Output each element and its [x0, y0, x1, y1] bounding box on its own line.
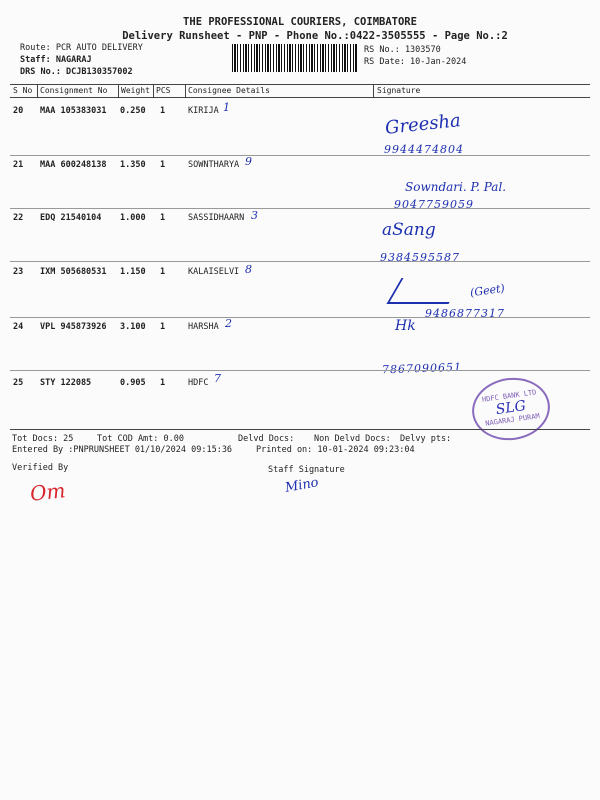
- row-signature: Greesha: [384, 110, 462, 139]
- row-pcs: 1: [160, 378, 166, 388]
- row-phone: 9047759059: [394, 198, 474, 211]
- row-weight: 3.100: [120, 322, 146, 332]
- barcode-image: [232, 44, 357, 72]
- row-consignment: VPL 945873926: [40, 322, 107, 332]
- total-docs: Tot Docs: 25: [12, 434, 74, 444]
- route-label: Route: PCR AUTO DELIVERY: [20, 43, 143, 53]
- row-rule: [10, 208, 590, 209]
- drs-number: DRS No.: DCJB130357002: [20, 67, 133, 77]
- delivery-points: Delvy pts:: [400, 434, 452, 444]
- row-consignee: HDFC: [188, 378, 209, 388]
- row-mark: 3: [251, 209, 258, 222]
- company-title: THE PROFESSIONAL COURIERS, COIMBATORE: [183, 16, 417, 28]
- printed-on: Printed on: 10-01-2024 09:23:04: [256, 445, 415, 455]
- column-divider: [373, 84, 374, 97]
- col-header-pcs: PCS: [156, 86, 171, 95]
- rs-date: RS Date: 10-Jan-2024: [364, 57, 467, 67]
- column-divider: [118, 84, 119, 97]
- col-header-weight: Weight: [121, 86, 150, 95]
- row-consignee: SASSIDHAARN: [188, 213, 245, 223]
- row-weight: 0.905: [120, 378, 146, 388]
- col-header-consignee: Consignee Details: [188, 86, 270, 95]
- row-consignee: KIRIJA: [188, 106, 219, 116]
- row-sno: 20: [13, 106, 24, 116]
- row-signature-stroke: [386, 278, 463, 304]
- row-pcs: 1: [160, 160, 166, 170]
- row-sno: 25: [13, 378, 24, 388]
- row-phone: 7867090651: [381, 360, 463, 377]
- row-pcs: 1: [160, 267, 166, 277]
- bank-stamp: [468, 373, 554, 445]
- stamp-signature: SLG: [494, 397, 527, 419]
- column-divider: [37, 84, 38, 97]
- stamp-line2: NAGARAJ PURAM: [484, 412, 541, 428]
- row-consignee: HARSHA: [188, 322, 219, 332]
- row-rule: [10, 155, 590, 156]
- row-rule: [10, 261, 590, 262]
- stamp-line1: HDFC BANK LTD: [481, 388, 537, 404]
- row-signature: Sowndari. P. Pal.: [405, 180, 507, 194]
- runsheet-subtitle: Delivery Runsheet - PNP - Phone No.:0422-3505555 - Page No.:2: [122, 30, 508, 42]
- staff-signature-label: Staff Signature: [268, 465, 345, 475]
- row-weight: 1.350: [120, 160, 146, 170]
- row-consignment: EDQ 21540104: [40, 213, 102, 223]
- row-phone: 9384595587: [380, 251, 460, 264]
- row-weight: 1.150: [120, 267, 146, 277]
- row-sno: 23: [13, 267, 24, 277]
- col-header-signature: Signature: [377, 86, 421, 95]
- row-signature: (Geet): [469, 281, 506, 300]
- row-consignment: IXM 505680531: [40, 267, 107, 277]
- staff-signature: Mino: [283, 475, 320, 496]
- row-sno: 21: [13, 160, 24, 170]
- col-header-consignment: Consignment No: [40, 86, 108, 95]
- row-pcs: 1: [160, 106, 166, 116]
- row-mark: 1: [223, 101, 230, 114]
- row-signature: Hk: [395, 318, 416, 334]
- row-sno: 24: [13, 322, 24, 332]
- row-mark: 9: [245, 155, 252, 168]
- row-rule: [10, 317, 590, 318]
- table-top-rule: [10, 84, 590, 85]
- table-header-rule: [10, 97, 590, 98]
- row-pcs: 1: [160, 213, 166, 223]
- delivered-docs: Delvd Docs:: [238, 434, 295, 444]
- row-phone: 9486877317: [425, 307, 505, 320]
- table-bottom-rule: [10, 429, 590, 430]
- row-consignee: SOWNTHARYA: [188, 160, 240, 170]
- row-mark: 7: [214, 372, 221, 385]
- row-mark: 2: [225, 317, 232, 330]
- row-consignment: STY 122085: [40, 378, 92, 388]
- row-signature: aSang: [382, 220, 436, 240]
- row-weight: 0.250: [120, 106, 146, 116]
- row-sno: 22: [13, 213, 24, 223]
- row-consignee: KALAISELVI: [188, 267, 240, 277]
- row-mark: 8: [245, 263, 252, 276]
- rs-number: RS No.: 1303570: [364, 45, 441, 55]
- non-delivered-docs: Non Delvd Docs:: [314, 434, 391, 444]
- total-cod-amount: Tot COD Amt: 0.00: [97, 434, 184, 444]
- verified-by-label: Verified By: [12, 463, 69, 473]
- verified-signature: Om: [28, 478, 67, 506]
- column-divider: [153, 84, 154, 97]
- entered-by: Entered By :PNPRUNSHEET 01/10/2024 09:15:36: [12, 445, 233, 455]
- staff-label: Staff: NAGARAJ: [20, 55, 92, 65]
- row-consignment: MAA 105383031: [40, 106, 107, 116]
- col-header-sno: S No: [13, 86, 33, 95]
- row-consignment: MAA 600248138: [40, 160, 107, 170]
- row-pcs: 1: [160, 322, 166, 332]
- row-phone: 9944474804: [384, 143, 464, 156]
- row-weight: 1.000: [120, 213, 146, 223]
- row-rule: [10, 370, 590, 371]
- column-divider: [185, 84, 186, 97]
